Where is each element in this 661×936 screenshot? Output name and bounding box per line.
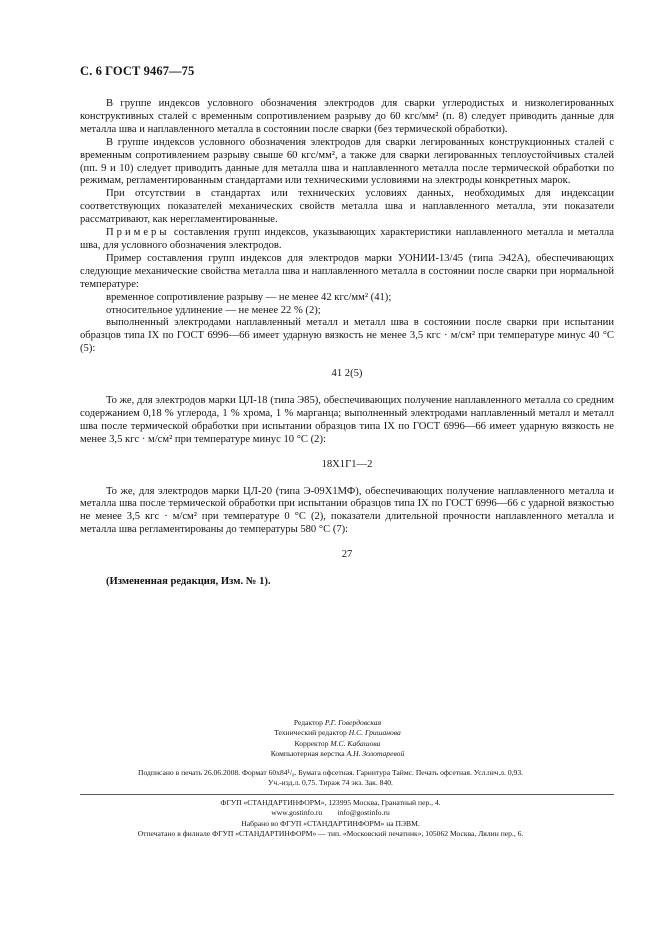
printed-note: Отпечатано в филиале ФГУП «СТАНДАРТИНФОРМ» — тип. «Московский печатник», 105062 Москва, Лялин пер., 6.: [137, 829, 524, 839]
imprint-publication: [0, 768, 661, 789]
edition-note: (Измененная редакция, Изм. № 1).: [106, 576, 271, 588]
website-link[interactable]: www.gostinfo.ru: [271, 808, 323, 818]
paragraph-missing-data: При отсутствии в стандартах или технических условиях данных, необходимых для индексации соответствующих показателей механических свойств металла шва и наплавленного металла, эти показатели рассматривают, как нерегламентированные.: [80, 188, 614, 226]
examples-label: Примеры: [106, 227, 170, 239]
formula-1: 41 2(5): [331, 368, 363, 380]
example3: То же, для электродов марки ЦЛ-20 (типа Э-09Х1МФ), обеспечивающих получение наплавленного металла и металла шва после термической обработки при испытании образцов типа IX по ГОСТ 6996—66 с ударной вязкостью не менее 3,5 кгс · м/см² при температуре 0 °С (2), показатели длительной прочности наплавленного металла и металла шва регламентированы до температуры 580 °С (7):: [80, 485, 614, 536]
example1-item: относительное удлинение — не менее 22 % (2);: [106, 304, 321, 316]
paragraph-alloy: В группе индексов условного обозначения электродов для сварки легированных конструкционных сталей с временным сопротивлением разрыву свыше 60 кгс/мм², а также для сварки легированных теплоустойчивых сталей (пп. 9 и 10) следует приводить данные для металла шва и наплавленного металла после термической обработки по режимам, регламентированным стандартами или техническими условиями на электроды конкретных марок.: [80, 136, 614, 187]
imprint-editors: [0, 718, 661, 760]
contacts: [0, 808, 661, 818]
email-link[interactable]: info@gostinfo.ru: [337, 808, 390, 818]
publisher-address: ФГУП «СТАНДАРТИНФОРМ», 123995 Москва, Гранатный пер., 4.: [220, 798, 441, 807]
example1-intro: Пример составления групп индексов для электродов марки УОНИИ-13/45 (типа Э42А), обеспечивающих следующие механические свойства металла шва и наплавленного металла в состоянии после сварки при нормальной температуре:: [80, 252, 614, 290]
editor-line: Компьютерная верстка А.Н. Золотаревой: [270, 749, 405, 759]
document-body: [80, 98, 614, 589]
paragraph-low-alloy: В группе индексов условного обозначения электродов для сварки углеродистых и низколегированных конструктивных сталей с временным сопротивлением разрыву до 60 кгс/мм² (п. 8) следует приводить данные для металла шва и наплавленного металла в состоянии после сварки (без термической обработки).: [80, 98, 614, 135]
signed-to-print: Подписано в печать 26.06.2008. Формат 60x84¹/₈. Бумага офсетная. Гарнитура Таймс. Печать офсетная. Усл.печ.л. 0,93.: [137, 768, 524, 777]
example1-item: временное сопротивление разрыву — не менее 42 кгс/мм² (41);: [106, 291, 392, 303]
example2: То же, для электродов марки ЦЛ-18 (типа Э85), обеспечивающих получение наплавленного металла со средним содержанием 0,18 % углерода, 1 % хрома, 1 % марганца; выполненный электродами наплавленный металл и металл шва после термической обработки при испытании образцов типа IX по ГОСТ 6996—66 имеет ударную вязкость не менее 3,5 кгс · м/см² при температуре минус 10 °С (2):: [80, 395, 614, 445]
typeset-note: Набрано во ФГУП «СТАНДАРТИНФОРМ» на ПЭВМ.: [241, 818, 420, 828]
divider: [80, 794, 614, 795]
formula-3: 27: [341, 549, 353, 561]
paragraph-examples: [80, 227, 614, 253]
editor-line: Корректор М.С. Кабашова: [294, 738, 381, 748]
editor-line: Технический редактор Н.С. Гришанова: [274, 728, 401, 738]
editor-line: Редактор Р.Г. Говердовская: [293, 718, 382, 727]
imprint-publisher: [0, 798, 661, 840]
example1-item: выполненный электродами наплавленный металл и металл шва в состоянии после сварки при испытании образцов типа IX по ГОСТ 6996—66 имеет ударную вязкость не менее 3,5 кгс · м/см² при температуре минус 40 °С (5):: [80, 317, 614, 355]
formula-2: 18Х1Г1—2: [321, 458, 373, 470]
page-header: С. 6 ГОСТ 9467—75: [80, 64, 195, 78]
print-run: Уч.-изд.л. 0,75. Тираж 74 экз. Зак. 840.: [268, 778, 393, 788]
examples-text: составления групп индексов, указывающих характеристики наплавленного металла и металла шва, для условного обозначения электродов.: [80, 227, 614, 251]
